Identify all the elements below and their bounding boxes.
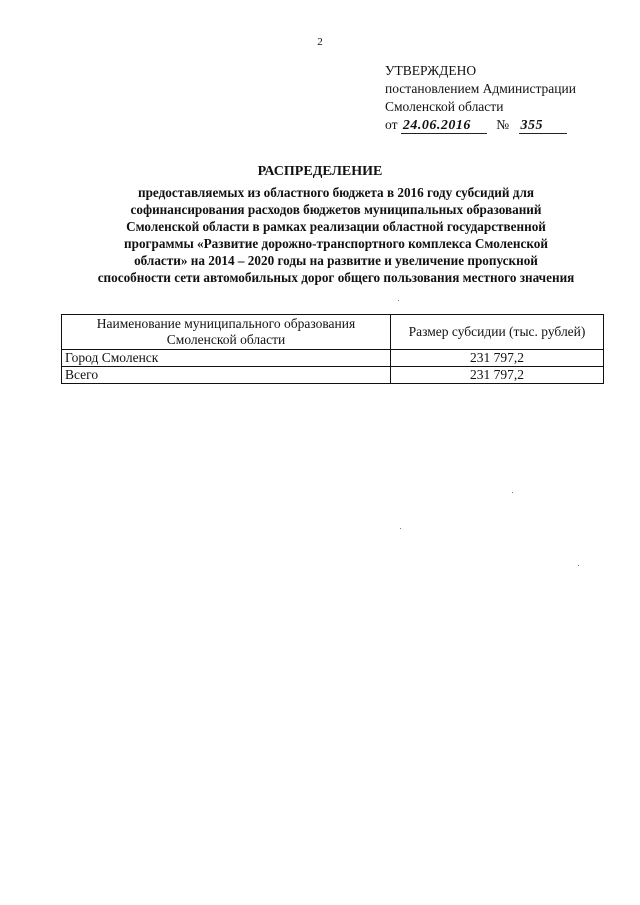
- approval-date-line: [385, 116, 576, 134]
- date-prefix: от: [385, 117, 398, 132]
- column-header-municipality: Наименование муниципального образования Смоленской области: [62, 315, 391, 350]
- table-row: [62, 350, 604, 367]
- approval-line-2: Смоленской области: [385, 99, 504, 114]
- approval-line-1: постановлением Администрации: [385, 81, 576, 96]
- subtitle-line: способности сети автомобильных дорог общего пользования местного значения: [97, 270, 575, 285]
- document-title: РАСПРЕДЕЛЕНИЕ: [257, 164, 383, 179]
- scan-speck: [512, 492, 513, 493]
- subtitle-line: предоставляемых из областного бюджета в 2016 году субсидий для: [138, 185, 534, 200]
- subsidy-table: [61, 314, 604, 384]
- page-number: 2: [317, 36, 323, 48]
- document-subtitle: [36, 184, 636, 286]
- cell-total-label: Всего: [62, 367, 391, 384]
- subtitle-line: области» на 2014 – 2020 годы на развитие и увеличение пропускной: [134, 253, 538, 268]
- approval-heading: УТВЕРЖДЕНО: [385, 63, 477, 78]
- subtitle-line: программы «Развитие дорожно-транспортного комплекса Смоленской: [124, 236, 548, 251]
- approval-stamp: [385, 62, 576, 134]
- handwritten-number: 355: [519, 118, 567, 134]
- number-sign: №: [496, 117, 510, 132]
- subtitle-line: Смоленской области в рамках реализации областной государственной: [126, 219, 546, 234]
- cell-total-amount: 231 797,2: [391, 367, 604, 384]
- cell-municipality: Город Смоленск: [62, 350, 391, 367]
- handwritten-date: 24.06.2016: [401, 118, 487, 134]
- column-header-amount: Размер субсидии (тыс. рублей): [391, 315, 604, 350]
- scan-speck: [398, 300, 399, 301]
- table-header-row: [62, 315, 604, 350]
- table-row-total: [62, 367, 604, 384]
- subtitle-line: софинансирования расходов бюджетов муниципальных образований: [130, 202, 542, 217]
- cell-amount: 231 797,2: [391, 350, 604, 367]
- scan-speck: [578, 565, 579, 566]
- scan-speck: [400, 528, 401, 529]
